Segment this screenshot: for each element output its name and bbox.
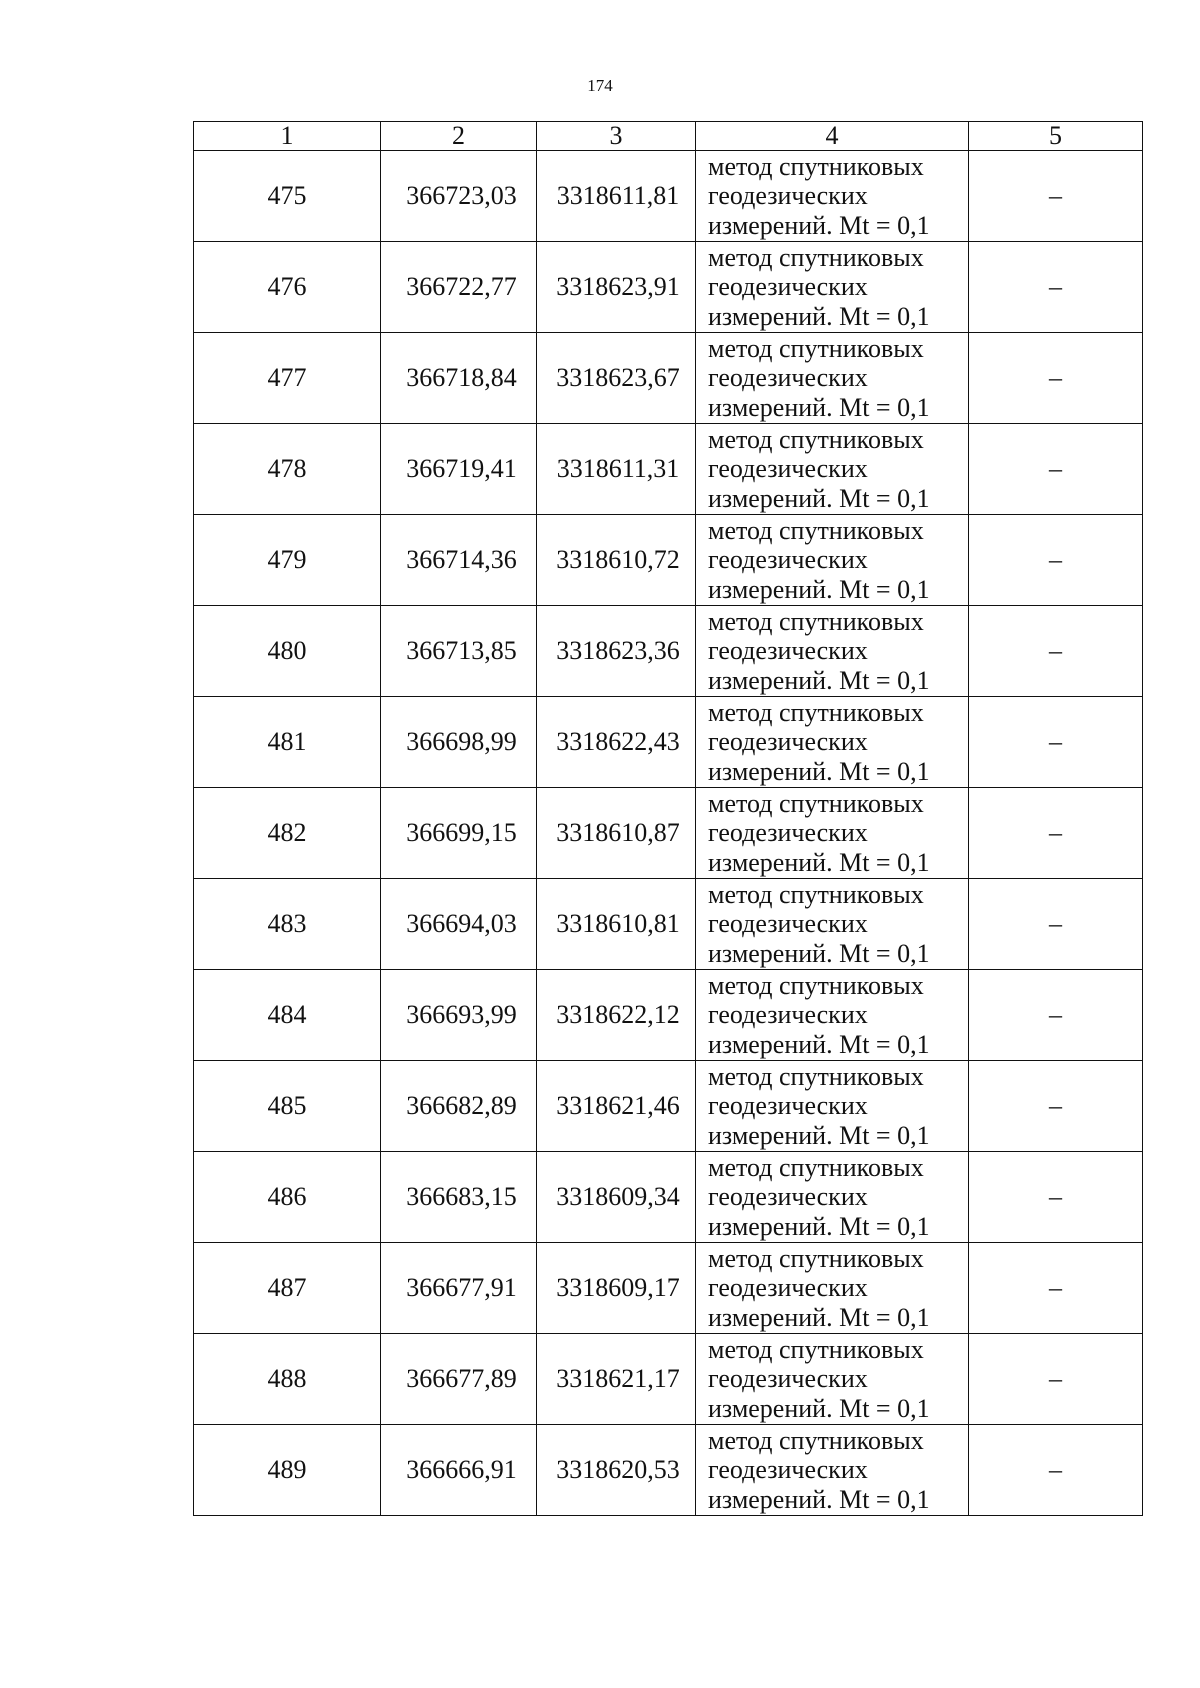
y-coordinate-cell: 3318609,17 bbox=[537, 1243, 696, 1334]
method-line-1: метод спутниковых bbox=[708, 606, 924, 636]
column-5-cell: – bbox=[969, 1152, 1143, 1243]
method-cell bbox=[696, 970, 969, 1061]
table-row bbox=[194, 1061, 1143, 1152]
point-number-cell: 479 bbox=[194, 515, 381, 606]
method-line-3: измерений. Mt = 0,1 bbox=[708, 938, 930, 968]
y-coordinate-cell: 3318621,17 bbox=[537, 1334, 696, 1425]
x-coordinate-cell: 366718,84 bbox=[381, 333, 537, 424]
method-line-1: метод спутниковых bbox=[708, 242, 924, 272]
column-5-cell: – bbox=[969, 424, 1143, 515]
page-number: 174 bbox=[587, 76, 613, 95]
column-5-cell: – bbox=[969, 970, 1143, 1061]
point-number-cell: 487 bbox=[194, 1243, 381, 1334]
header-col-3: 3 bbox=[537, 122, 696, 151]
column-5-cell: – bbox=[969, 242, 1143, 333]
column-5-cell: – bbox=[969, 788, 1143, 879]
method-cell bbox=[696, 242, 969, 333]
table-row bbox=[194, 1425, 1143, 1516]
method-line-3: измерений. Mt = 0,1 bbox=[708, 847, 930, 877]
y-coordinate-cell: 3318620,53 bbox=[537, 1425, 696, 1516]
method-line-1: метод спутниковых bbox=[708, 1243, 924, 1273]
point-number-cell: 476 bbox=[194, 242, 381, 333]
method-cell bbox=[696, 1334, 969, 1425]
method-line-3: измерений. Mt = 0,1 bbox=[708, 1029, 930, 1059]
table-row bbox=[194, 970, 1143, 1061]
method-cell bbox=[696, 788, 969, 879]
method-line-1: метод спутниковых bbox=[708, 697, 924, 727]
method-cell bbox=[696, 1152, 969, 1243]
point-number-cell: 482 bbox=[194, 788, 381, 879]
table-row bbox=[194, 788, 1143, 879]
method-line-1: метод спутниковых bbox=[708, 515, 924, 545]
method-line-2: геодезических bbox=[708, 1091, 868, 1121]
table-row bbox=[194, 1243, 1143, 1334]
method-line-2: геодезических bbox=[708, 1455, 868, 1485]
x-coordinate-cell: 366699,15 bbox=[381, 788, 537, 879]
y-coordinate-cell: 3318623,36 bbox=[537, 606, 696, 697]
y-coordinate-cell: 3318621,46 bbox=[537, 1061, 696, 1152]
method-line-2: геодезических bbox=[708, 636, 868, 666]
x-coordinate-cell: 366714,36 bbox=[381, 515, 537, 606]
table-row bbox=[194, 1334, 1143, 1425]
method-line-3: измерений. Mt = 0,1 bbox=[708, 574, 930, 604]
point-number-cell: 477 bbox=[194, 333, 381, 424]
method-line-1: метод спутниковых bbox=[708, 333, 924, 363]
table-header-row bbox=[194, 122, 1143, 151]
table-row bbox=[194, 333, 1143, 424]
table-row bbox=[194, 515, 1143, 606]
method-cell bbox=[696, 879, 969, 970]
point-number-cell: 489 bbox=[194, 1425, 381, 1516]
x-coordinate-cell: 366694,03 bbox=[381, 879, 537, 970]
method-cell bbox=[696, 1061, 969, 1152]
method-line-2: геодезических bbox=[708, 1182, 868, 1212]
method-line-2: геодезических bbox=[708, 1273, 868, 1303]
column-5-cell: – bbox=[969, 1061, 1143, 1152]
method-line-3: измерений. Mt = 0,1 bbox=[708, 392, 930, 422]
point-number-cell: 488 bbox=[194, 1334, 381, 1425]
method-cell bbox=[696, 151, 969, 242]
method-line-3: измерений. Mt = 0,1 bbox=[708, 665, 930, 695]
method-line-2: геодезических bbox=[708, 909, 868, 939]
x-coordinate-cell: 366677,89 bbox=[381, 1334, 537, 1425]
header-col-1: 1 bbox=[194, 122, 381, 151]
x-coordinate-cell: 366683,15 bbox=[381, 1152, 537, 1243]
x-coordinate-cell: 366719,41 bbox=[381, 424, 537, 515]
header-col-5: 5 bbox=[969, 122, 1143, 151]
method-cell bbox=[696, 606, 969, 697]
y-coordinate-cell: 3318623,91 bbox=[537, 242, 696, 333]
method-line-2: геодезических bbox=[708, 363, 868, 393]
column-5-cell: – bbox=[969, 1243, 1143, 1334]
method-line-3: измерений. Mt = 0,1 bbox=[708, 301, 930, 331]
x-coordinate-cell: 366693,99 bbox=[381, 970, 537, 1061]
point-number-cell: 475 bbox=[194, 151, 381, 242]
y-coordinate-cell: 3318610,72 bbox=[537, 515, 696, 606]
method-line-2: геодезических bbox=[708, 545, 868, 575]
method-line-1: метод спутниковых bbox=[708, 1334, 924, 1364]
method-cell bbox=[696, 1425, 969, 1516]
point-number-cell: 485 bbox=[194, 1061, 381, 1152]
method-line-3: измерений. Mt = 0,1 bbox=[708, 756, 930, 786]
point-number-cell: 480 bbox=[194, 606, 381, 697]
y-coordinate-cell: 3318609,34 bbox=[537, 1152, 696, 1243]
method-line-2: геодезических bbox=[708, 1000, 868, 1030]
column-5-cell: – bbox=[969, 151, 1143, 242]
x-coordinate-cell: 366698,99 bbox=[381, 697, 537, 788]
x-coordinate-cell: 366666,91 bbox=[381, 1425, 537, 1516]
column-5-cell: – bbox=[969, 333, 1143, 424]
x-coordinate-cell: 366677,91 bbox=[381, 1243, 537, 1334]
point-number-cell: 484 bbox=[194, 970, 381, 1061]
column-5-cell: – bbox=[969, 1425, 1143, 1516]
point-number-cell: 478 bbox=[194, 424, 381, 515]
method-line-2: геодезических bbox=[708, 727, 868, 757]
header-col-2: 2 bbox=[381, 122, 537, 151]
point-number-cell: 483 bbox=[194, 879, 381, 970]
y-coordinate-cell: 3318622,12 bbox=[537, 970, 696, 1061]
coordinates-table bbox=[193, 121, 1143, 1516]
method-line-2: геодезических bbox=[708, 454, 868, 484]
column-5-cell: – bbox=[969, 879, 1143, 970]
method-line-3: измерений. Mt = 0,1 bbox=[708, 483, 930, 513]
x-coordinate-cell: 366722,77 bbox=[381, 242, 537, 333]
y-coordinate-cell: 3318610,81 bbox=[537, 879, 696, 970]
method-line-1: метод спутниковых bbox=[708, 970, 924, 1000]
table-row bbox=[194, 879, 1143, 970]
method-line-1: метод спутниковых bbox=[708, 879, 924, 909]
method-line-1: метод спутниковых bbox=[708, 151, 924, 181]
column-5-cell: – bbox=[969, 1334, 1143, 1425]
method-cell bbox=[696, 424, 969, 515]
method-line-3: измерений. Mt = 0,1 bbox=[708, 1393, 930, 1423]
y-coordinate-cell: 3318611,31 bbox=[537, 424, 696, 515]
table-row bbox=[194, 606, 1143, 697]
method-line-2: геодезических bbox=[708, 818, 868, 848]
method-cell bbox=[696, 515, 969, 606]
column-5-cell: – bbox=[969, 515, 1143, 606]
method-line-1: метод спутниковых bbox=[708, 1425, 924, 1455]
method-line-3: измерений. Mt = 0,1 bbox=[708, 1484, 930, 1514]
column-5-cell: – bbox=[969, 606, 1143, 697]
method-cell bbox=[696, 1243, 969, 1334]
x-coordinate-cell: 366723,03 bbox=[381, 151, 537, 242]
method-line-2: геодезических bbox=[708, 181, 868, 211]
table-row bbox=[194, 242, 1143, 333]
method-line-3: измерений. Mt = 0,1 bbox=[708, 1302, 930, 1332]
method-line-1: метод спутниковых bbox=[708, 1152, 924, 1182]
x-coordinate-cell: 366713,85 bbox=[381, 606, 537, 697]
method-line-3: измерений. Mt = 0,1 bbox=[708, 1211, 930, 1241]
table-row bbox=[194, 424, 1143, 515]
y-coordinate-cell: 3318611,81 bbox=[537, 151, 696, 242]
point-number-cell: 486 bbox=[194, 1152, 381, 1243]
method-line-1: метод спутниковых bbox=[708, 424, 924, 454]
method-cell bbox=[696, 697, 969, 788]
table-body bbox=[194, 151, 1143, 1516]
method-line-3: измерений. Mt = 0,1 bbox=[708, 210, 930, 240]
method-line-2: геодезических bbox=[708, 1364, 868, 1394]
table-row bbox=[194, 151, 1143, 242]
header-col-4: 4 bbox=[696, 122, 969, 151]
method-line-1: метод спутниковых bbox=[708, 788, 924, 818]
y-coordinate-cell: 3318610,87 bbox=[537, 788, 696, 879]
y-coordinate-cell: 3318623,67 bbox=[537, 333, 696, 424]
method-line-2: геодезических bbox=[708, 272, 868, 302]
column-5-cell: – bbox=[969, 697, 1143, 788]
point-number-cell: 481 bbox=[194, 697, 381, 788]
x-coordinate-cell: 366682,89 bbox=[381, 1061, 537, 1152]
y-coordinate-cell: 3318622,43 bbox=[537, 697, 696, 788]
table-row bbox=[194, 697, 1143, 788]
method-line-1: метод спутниковых bbox=[708, 1061, 924, 1091]
method-cell bbox=[696, 333, 969, 424]
method-line-3: измерений. Mt = 0,1 bbox=[708, 1120, 930, 1150]
table-row bbox=[194, 1152, 1143, 1243]
